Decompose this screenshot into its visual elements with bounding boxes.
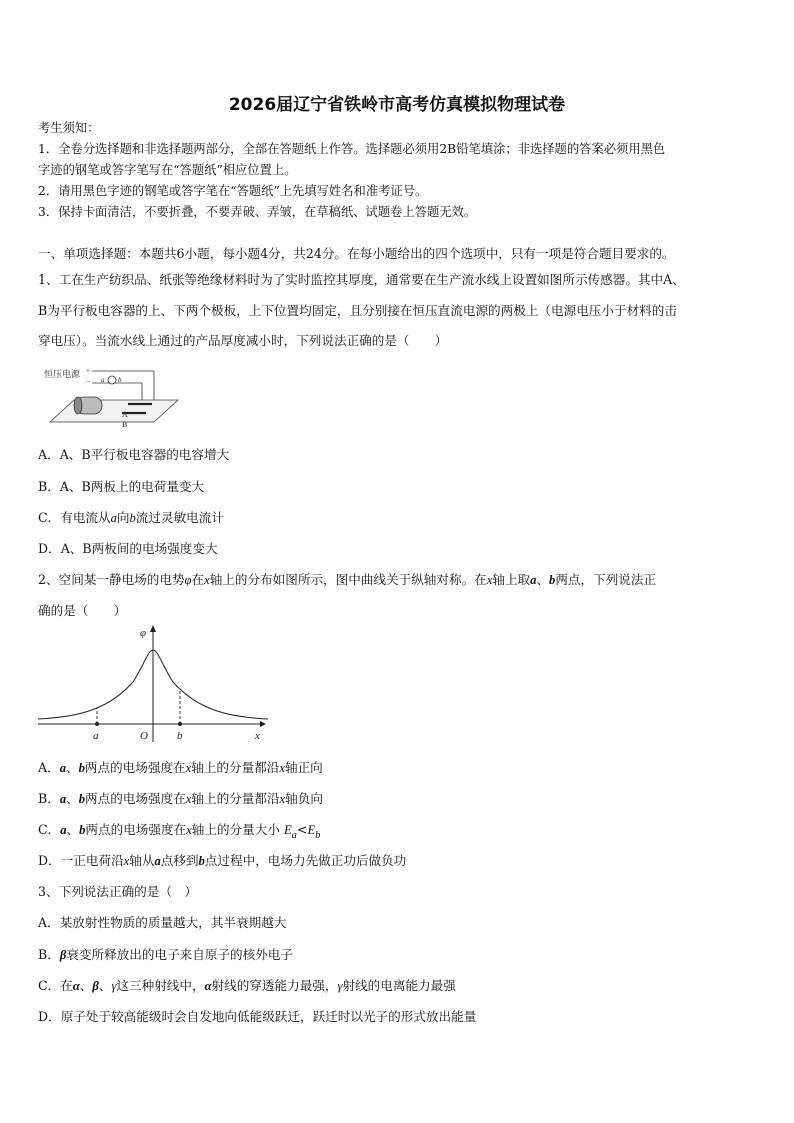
q1-stem-line-3: 穿电压）。当流水线上通过的产品厚度减小时，下列说法正确的是（ ）: [38, 333, 448, 348]
label-A: A: [122, 410, 128, 419]
label-B: B: [122, 420, 128, 429]
minus-sign: −: [86, 377, 91, 386]
notice-item-3: 3．保持卡面清洁，不要折叠，不要弄破、弄皱，在草稿纸、试题卷上答题无效。: [38, 205, 477, 219]
q3-option-c: C．在α、β、γ这三种射线中，α射线的穿透能力最强，γ射线的电离能力最强: [38, 978, 456, 993]
q3-option-d: D．原子处于较高能级时会自发地向低能级跃迁，跃迁时以光子的形式放出能量: [38, 1009, 477, 1024]
product-sheet: [50, 400, 178, 422]
q1-option-b: B．A、B两板上的电荷量变大: [38, 479, 205, 494]
point-a-label: a: [93, 730, 99, 742]
notice-item-1: 1．全卷分选择题和非选择题两部分，全部在答题纸上作答。选择题必须用2B铅笔填涂；非选择题的答案必须用黑色: [38, 142, 666, 156]
plus-sign: +: [86, 367, 90, 375]
q2-option-d: D．一正电荷沿x轴从a点移到b点过程中，电场力先做正功后做负功: [38, 853, 407, 868]
y-axis-label: φ: [140, 627, 147, 639]
x-axis-label: x: [255, 730, 260, 742]
notice-heading: 考生须知：: [38, 121, 100, 135]
q1-option-a: A．A、B平行板电容器的电容增大: [38, 447, 230, 462]
q3-option-a: A．某放射性物质的质量越大，其半衰期越大: [38, 915, 287, 930]
point-b-label: b: [177, 730, 183, 742]
q1-stem-line-2: B为平行板电容器的上、下两个极板，上下位置均固定，且分别接在恒压直流电源的两极上（电源电压小于材料的击: [38, 303, 677, 318]
page-title: 2026届辽宁省铁岭市高考仿真模拟物理试卷: [228, 95, 566, 115]
q2-option-b: B．a、b两点的电场强度在x轴上的分量都沿x轴负向: [38, 791, 323, 806]
q1-option-d: D．A、B两板间的电场强度变大: [38, 541, 218, 556]
q2-potential-graph: [38, 622, 270, 746]
q2-option-c: C．a、b两点的电场强度在x轴上的分量大小 $E_a<E_b$: [38, 822, 321, 841]
q1-sensor-figure: [42, 364, 182, 430]
q1-option-c: C．有电流从a向b流过灵敏电流计: [38, 510, 224, 525]
terminal-a: a: [101, 376, 105, 384]
q2-stem-line-2: 确的是（ ）: [38, 603, 127, 618]
q3-stem: 3、下列说法正确的是（ ）: [38, 884, 198, 899]
point-a: [95, 722, 99, 726]
notice-item-1-cont: 字迹的钢笔或答字笔写在“答题纸”相应位置上。: [38, 163, 297, 177]
q2-option-a: A．a、b两点的电场强度在x轴上的分量都沿x轴正向: [38, 760, 323, 775]
terminal-b: b: [118, 376, 122, 384]
power-source-label: 恒压电源: [44, 369, 81, 379]
galvanometer-icon: [108, 376, 116, 384]
section-heading: 一、单项选择题：本题共6小题，每小题4分，共24分。在每小题给出的四个选项中，只有一项是符合题目要求的。: [38, 246, 675, 261]
point-b: [178, 722, 182, 726]
notice-item-2: 2．请用黑色字迹的钢笔或答字笔在“答题纸”上先填写姓名和准考证号。: [38, 184, 428, 198]
origin-label: O: [140, 730, 148, 742]
q1-stem-line-1: 1、工在生产纺织品、纸张等绝缘材料时为了实时监控其厚度，通常要在生产流水线上设置如图所示传感器。其中A、: [38, 272, 685, 287]
q2-stem-line-1: 2、空间某一静电场的电势φ在x轴上的分布如图所示，图中曲线关于纵轴对称。在x轴上取a、b两点，下列说法正: [38, 572, 657, 587]
q3-option-b: B．β衰变所释放出的电子来自原子的核外电子: [38, 947, 293, 962]
